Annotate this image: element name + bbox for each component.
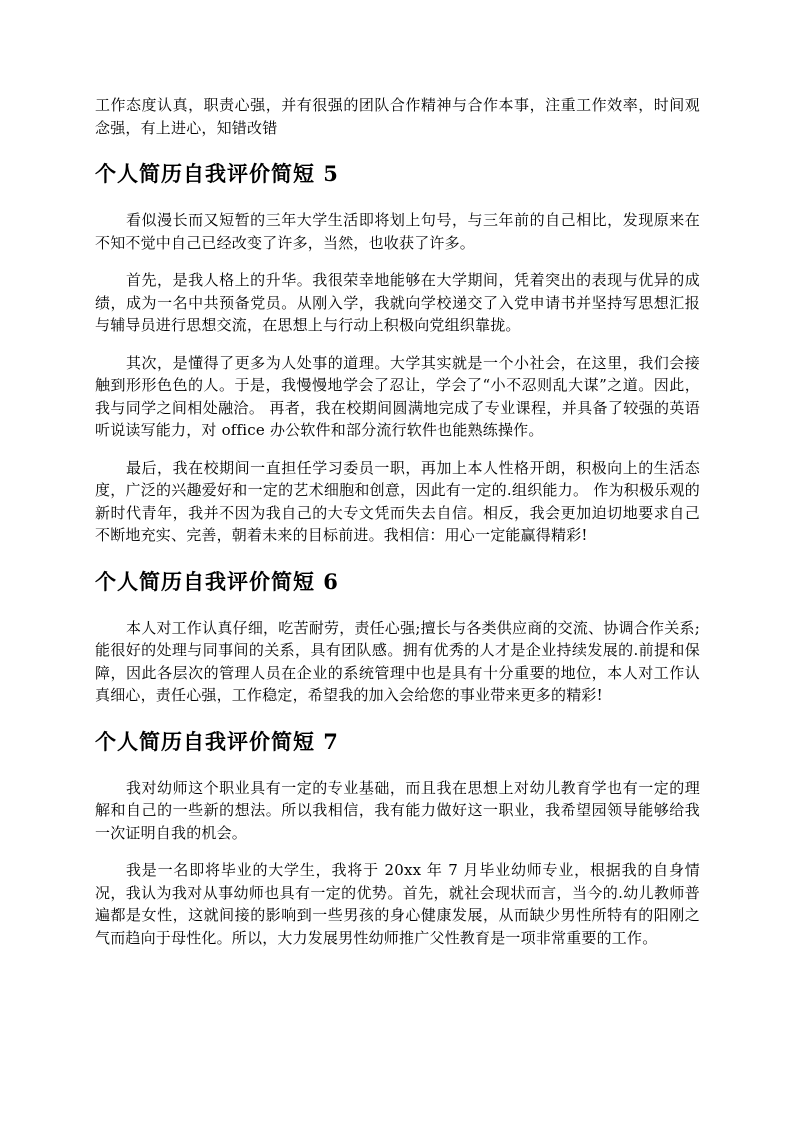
paragraph: 最后，我在校期间一直担任学习委员一职，再加上本人性格开朗，积极向上的生活态度，广泛的兴趣爱好和一定的艺术细胞和创意，因此有一定的.组织能力。 作为积极乐观的新时代青年，我并不因为我自己的大专文凭而失去自信。相反，我会更加迫切地要求自己不断地充实、完善，朝着未来的目标前进。我相信：用心一定能赢得精彩! [95,458,700,544]
section-6 [95,567,700,707]
section-title: 个人简历自我评价简短 7 [95,728,339,754]
section-title: 个人简历自我评价简短 5 [95,161,339,186]
paragraph: 我是一名即将毕业的大学生，我将于 20xx 年 7 月毕业幼师专业，根据我的自身情况，我认为我对从事幼师也具有一定的优势。首先，就社会现状而言，当今的.幼儿教师普遍都是女性，这就间接的影响到一些男孩的身心健康发展，从而缺少男性所特有的阳刚之气而趋向于母性化。所以，大力发展男性幼师推广父性教育是一项非常重要的工作。 [95,861,700,947]
paragraph: 首先，是我人格上的升华。我很荣幸地能够在大学期间，凭着突出的表现与优异的成绩，成为一名中共预备党员。从刚入学，我就向学校递交了入党申请书并坚持写思想汇报与辅导员进行思想交流，在思想上与行动上积极向党组织靠拢。 [95,271,700,334]
document-page [95,94,700,949]
intro-paragraph: 工作态度认真，职责心强，并有很强的团队合作精神与合作本事，注重工作效率，时间观念强，有上进心，知错改错 [95,96,700,137]
section-7 [95,727,700,950]
section-title: 个人简历自我评价简短 6 [95,568,339,594]
section-5 [95,159,700,547]
paragraph: 本人对工作认真仔细，吃苦耐劳，责任心强;擅长与各类供应商的交流、协调合作关系;能很好的处理与同事间的关系，具有团队感。拥有优秀的人才是企业持续发展的.前提和保障，因此各层次的管理人员在企业的系统管理中也是具有十分重要的地位，本人对工作认真细心，责任心强，工作稳定，希望我的加入会给您的事业带来更多的精彩! [95,618,700,704]
paragraph: 看似漫长而又短暂的三年大学生活即将划上句号，与三年前的自己相比，发现原来在不知不觉中自己已经改变了许多，当然，也收获了许多。 [95,211,700,252]
paragraph: 我对幼师这个职业具有一定的专业基础，而且我在思想上对幼儿教育学也有一定的理解和自己的一些新的想法。所以我相信，我有能力做好这一职业，我希望园领导能够给我一次证明自我的机会。 [95,778,700,842]
paragraph: 其次，是懂得了更多为人处事的道理。大学其实就是一个小社会，在这里，我们会接触到形形色色的人。于是，我慢慢地学会了忍让，学会了“小不忍则乱大谋”之道。因此，我与同学之间相处融洽。 再者，我在校期间圆满地完成了专业课程，并具备了较强的英语听说读写能力，对 office 办公软件和部分流行软件也能熟练操作。 [95,353,700,439]
